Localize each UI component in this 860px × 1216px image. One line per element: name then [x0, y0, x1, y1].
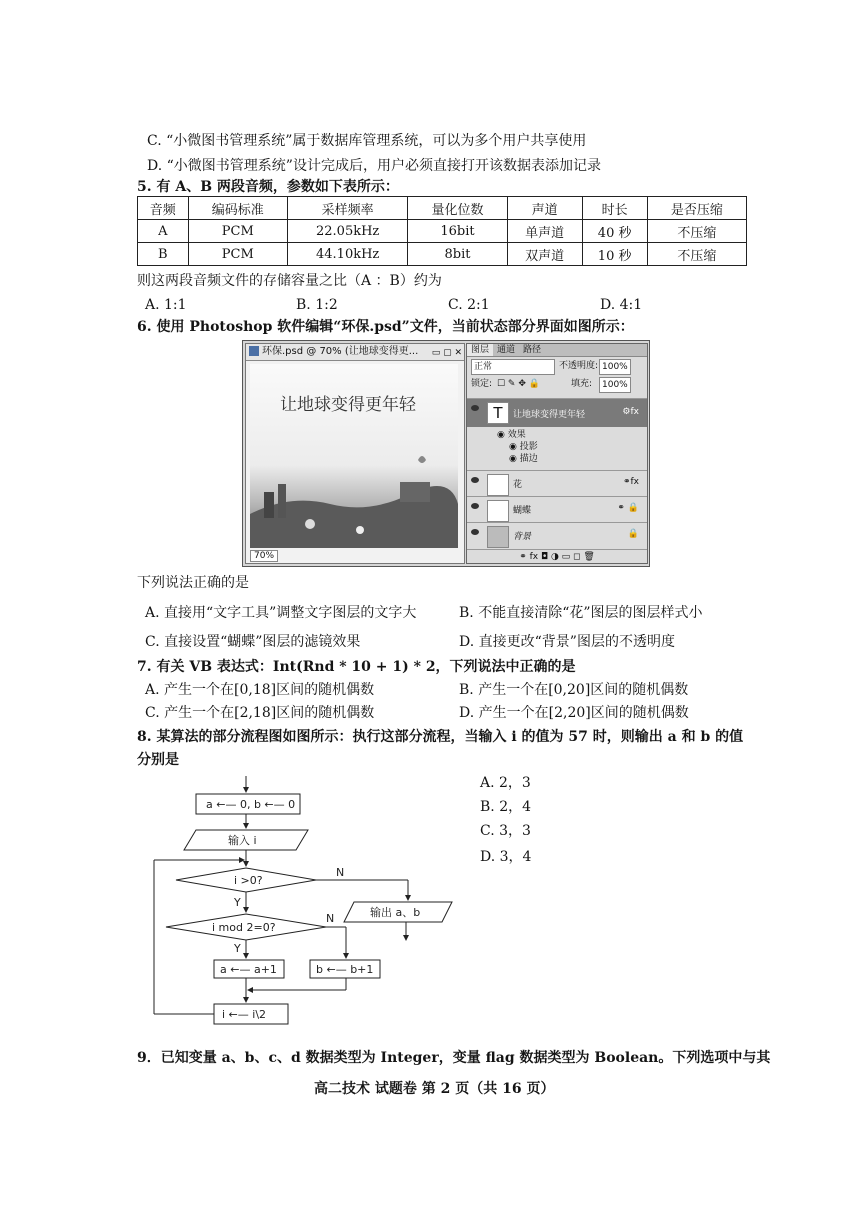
table-cell: 不压缩	[647, 243, 746, 266]
inc-a-text: a ←— a+1	[220, 963, 277, 976]
table-header: 编码标准	[188, 197, 287, 220]
layer-thumbnail	[487, 474, 509, 496]
q6-option-c: C. 直接设置“蝴蝶”图层的滤镜效果	[145, 634, 361, 650]
q5-option-a: A. 1:1	[145, 297, 187, 313]
photoshop-screenshot	[242, 340, 650, 567]
table-row	[138, 243, 747, 266]
layer-thumbnail	[487, 500, 509, 522]
q7-option-c: C. 产生一个在[2,18]区间的随机偶数	[145, 705, 375, 721]
table-cell: 10 秒	[582, 243, 647, 266]
tab-layers: 图层	[467, 344, 493, 356]
init-text: a ←— 0, b ←— 0	[206, 798, 296, 811]
window-controls-icon: ▭ ▢ ✕	[431, 348, 462, 358]
yes-label: Y	[234, 896, 241, 909]
effect-label: 描边	[519, 454, 538, 464]
table-cell: 不压缩	[647, 220, 746, 243]
q7-stem: 7. 有关 VB 表达式：Int(Rnd * 10 + 1) * 2，下列说法中正确的是	[137, 659, 576, 675]
q4-option-c: C. “小微图书管理系统”属于数据库管理系统，可以为多个用户共享使用	[147, 133, 587, 149]
q7-option-b: B. 产生一个在[0,20]区间的随机偶数	[459, 682, 689, 698]
layer-name: 蝴蝶	[513, 506, 532, 516]
page-footer: 高二技术 试题卷 第 2 页（共 16 页）	[314, 1081, 555, 1097]
fx-icon: ⚙fx	[622, 407, 639, 417]
no-label: N	[336, 866, 345, 879]
q8-option-b: B. 2，4	[480, 799, 532, 815]
flowchart	[140, 770, 460, 1040]
lock-icons: ☐ ✎ ✥ 🔒	[497, 379, 540, 389]
q8-option-c: C. 3，3	[480, 823, 531, 839]
zoom-level: 70%	[250, 550, 278, 562]
effects-row: ◉ 效果	[497, 430, 526, 440]
eye-icon	[471, 529, 479, 535]
q6-option-a: A. 直接用“文字工具”调整文字图层的文字大	[145, 605, 417, 621]
lock-icon: 🔒	[627, 529, 639, 539]
q6-stem: 6. 使用 Photoshop 软件编辑“环保.psd”文件，当前状态部分界面如图所示：	[137, 319, 634, 335]
q5-option-c: C. 2:1	[448, 297, 490, 313]
layer-butterfly	[467, 496, 647, 523]
q4-option-d: D. “小微图书管理系统”设计完成后，用户必须直接打开该数据表添加记录	[147, 158, 601, 174]
yes-label: Y	[234, 942, 241, 955]
table-cell: B	[138, 243, 189, 266]
blend-mode-select: 正常	[471, 359, 555, 375]
q7-option-d: D. 产生一个在[2,20]区间的随机偶数	[459, 705, 689, 721]
q7-option-a: A. 产生一个在[0,18]区间的随机偶数	[145, 682, 375, 698]
output-text: 输出 a、b	[370, 906, 421, 919]
fill-label: 填充:	[571, 379, 593, 389]
layer-flower	[467, 470, 647, 497]
q9-stem: 9．已知变量 a、b、c、d 数据类型为 Integer，变量 flag 数据类型为 Boolean。下列选项中与其	[137, 1050, 771, 1066]
input-text: 输入 i	[228, 834, 257, 847]
effect-dropshadow: ◉ 投影	[509, 442, 538, 452]
opacity-label: 不透明度:	[559, 361, 599, 371]
table-header: 是否压缩	[647, 197, 746, 220]
layer-background	[467, 522, 647, 549]
tab-paths: 路径	[523, 345, 542, 355]
inc-b-text: b ←— b+1	[316, 963, 374, 976]
table-header: 时长	[582, 197, 647, 220]
table-header: 声道	[507, 197, 582, 220]
table-cell: 8bit	[408, 243, 507, 266]
layers-panel	[466, 343, 648, 564]
effect-stroke: ◉ 描边	[509, 454, 538, 464]
panel-tabs	[467, 344, 647, 357]
table-header: 音频	[138, 197, 189, 220]
layer-name: 让地球变得更年轻	[513, 410, 586, 420]
q8-option-d: D. 3，4	[480, 849, 532, 865]
tab-channels: 通道	[497, 345, 516, 355]
fill-value: 100%	[599, 377, 631, 393]
q5-stem: 5. 有 A、B 两段音频，参数如下表所示：	[137, 179, 399, 195]
panel-footer-icons: ⚭ fx ◘ ◑ ▭ ◻ 🗑	[467, 549, 647, 564]
q8-stem-cont: 分别是	[137, 752, 179, 768]
cond1-text: i >0?	[234, 874, 263, 887]
link-icon: ⚭ 🔒	[617, 503, 639, 513]
ps-icon	[249, 346, 259, 356]
eye-icon	[471, 477, 479, 483]
effect-label: 投影	[519, 442, 538, 452]
canvas-scene-icon	[250, 364, 458, 548]
cond2-text: i mod 2=0?	[212, 921, 276, 934]
table-header: 采样频率	[287, 197, 407, 220]
no-label: N	[326, 912, 335, 925]
q6-option-d: D. 直接更改“背景”图层的不透明度	[459, 634, 675, 650]
document-window	[245, 343, 465, 564]
q8-option-a: A. 2，3	[480, 775, 531, 791]
eye-icon	[471, 405, 479, 411]
layer-name: 背景	[513, 532, 532, 542]
q6-question: 下列说法正确的是	[137, 575, 249, 591]
table-cell: 40 秒	[582, 220, 647, 243]
divide-text: i ←— i\2	[222, 1008, 267, 1021]
q5-question: 则这两段音频文件的存储容量之比（A ：B）约为	[137, 273, 442, 289]
table-cell: PCM	[188, 220, 287, 243]
eye-icon	[471, 503, 479, 509]
table-header: 量化位数	[408, 197, 507, 220]
table-cell: 单声道	[507, 220, 582, 243]
table-cell: 16bit	[408, 220, 507, 243]
q5-option-d: D. 4:1	[600, 297, 643, 313]
lock-label: 锁定:	[471, 379, 493, 389]
table-header-row	[138, 197, 747, 220]
table-cell: 双声道	[507, 243, 582, 266]
audio-table	[137, 196, 747, 266]
effects-label: 效果	[507, 430, 526, 440]
q6-option-b: B. 不能直接清除“花”图层的图层样式小	[459, 605, 703, 621]
table-cell: A	[138, 220, 189, 243]
layer-thumbnail	[487, 526, 509, 548]
table-cell: 22.05kHz	[287, 220, 407, 243]
q8-stem: 8. 某算法的部分流程图如图所示：执行这部分流程，当输入 i 的值为 57 时，则输出 a 和 b 的值	[137, 729, 744, 745]
canvas-text: 让地球变得更年轻	[280, 395, 416, 415]
table-cell: PCM	[188, 243, 287, 266]
opacity-value: 100%	[599, 359, 631, 375]
table-row	[138, 220, 747, 243]
layer-text	[467, 398, 647, 427]
image-canvas	[250, 364, 458, 548]
fx-icon: ⚭fx	[622, 477, 639, 487]
document-title: 环保.psd @ 70% (让地球变得更... ▭ ▢ ✕	[246, 344, 464, 361]
q5-option-b: B. 1:2	[296, 297, 338, 313]
table-cell: 44.10kHz	[287, 243, 407, 266]
text-layer-icon: T	[487, 402, 509, 424]
layer-name: 花	[513, 480, 523, 490]
